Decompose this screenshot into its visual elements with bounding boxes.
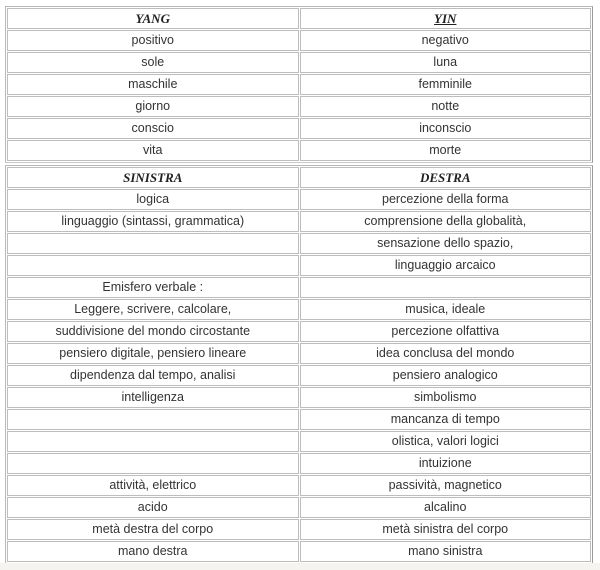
cell-sinistra: Emisfero verbale : <box>7 277 299 298</box>
table-row <box>7 255 591 276</box>
cell-destra: pensiero analogico <box>300 365 592 386</box>
cell-sinistra: mano destra <box>7 541 299 562</box>
cell-sinistra <box>7 409 299 430</box>
cell-sinistra: dipendenza dal tempo, analisi <box>7 365 299 386</box>
table-row <box>7 189 591 210</box>
column-header-destra: DESTRA <box>300 167 592 188</box>
cell-destra: olistica, valori logici <box>300 431 592 452</box>
cell-destra <box>300 277 592 298</box>
page-bottom-edge <box>0 563 600 570</box>
table-row <box>7 118 591 139</box>
table-row <box>7 497 591 518</box>
cell-destra: idea conclusa del mondo <box>300 343 592 364</box>
cell-yang: conscio <box>7 118 299 139</box>
cell-destra: intuizione <box>300 453 592 474</box>
cell-destra: sensazione dello spazio, <box>300 233 592 254</box>
table-row <box>7 387 591 408</box>
table-row <box>7 519 591 540</box>
table-row <box>7 211 591 232</box>
comparison-tables <box>5 6 593 564</box>
table-row <box>7 365 591 386</box>
column-header-sinistra: SINISTRA <box>7 167 299 188</box>
cell-yang: giorno <box>7 96 299 117</box>
cell-sinistra: logica <box>7 189 299 210</box>
table-row <box>7 74 591 95</box>
cell-destra: linguaggio arcaico <box>300 255 592 276</box>
table-row <box>7 52 591 73</box>
column-header-yang: YANG <box>7 8 299 29</box>
table-row <box>7 96 591 117</box>
cell-sinistra: acido <box>7 497 299 518</box>
cell-destra: mancanza di tempo <box>300 409 592 430</box>
table-row <box>7 409 591 430</box>
cell-sinistra: attività, elettrico <box>7 475 299 496</box>
cell-destra: metà sinistra del corpo <box>300 519 592 540</box>
cell-destra: percezione olfattiva <box>300 321 592 342</box>
cell-yin: luna <box>300 52 592 73</box>
table-row <box>7 453 591 474</box>
cell-sinistra <box>7 233 299 254</box>
cell-destra: percezione della forma <box>300 189 592 210</box>
table-row <box>7 431 591 452</box>
cell-yang: vita <box>7 140 299 161</box>
table-row <box>7 541 591 562</box>
cell-sinistra: suddivisione del mondo circostante <box>7 321 299 342</box>
cell-sinistra <box>7 431 299 452</box>
cell-sinistra: pensiero digitale, pensiero lineare <box>7 343 299 364</box>
cell-sinistra: metà destra del corpo <box>7 519 299 540</box>
cell-yin: morte <box>300 140 592 161</box>
cell-destra: comprensione della globalità, <box>300 211 592 232</box>
table-row <box>7 140 591 161</box>
table-header-row <box>7 8 591 29</box>
cell-yang: sole <box>7 52 299 73</box>
cell-sinistra: linguaggio (sintassi, grammatica) <box>7 211 299 232</box>
cell-destra: simbolismo <box>300 387 592 408</box>
cell-destra: mano sinistra <box>300 541 592 562</box>
table-row <box>7 343 591 364</box>
cell-sinistra <box>7 255 299 276</box>
table-row <box>7 30 591 51</box>
cell-sinistra: intelligenza <box>7 387 299 408</box>
cell-sinistra <box>7 453 299 474</box>
cell-yin: inconscio <box>300 118 592 139</box>
cell-yang: maschile <box>7 74 299 95</box>
cell-yang: positivo <box>7 30 299 51</box>
cell-sinistra: Leggere, scrivere, calcolare, <box>7 299 299 320</box>
cell-yin: notte <box>300 96 592 117</box>
table-row <box>7 277 591 298</box>
cell-destra: alcalino <box>300 497 592 518</box>
table-row <box>7 233 591 254</box>
table-row <box>7 321 591 342</box>
yang-yin-table <box>5 6 593 163</box>
cell-yin: negativo <box>300 30 592 51</box>
sinistra-destra-table <box>5 165 593 564</box>
cell-yin: femminile <box>300 74 592 95</box>
cell-destra: passività, magnetico <box>300 475 592 496</box>
cell-destra: musica, ideale <box>300 299 592 320</box>
table-row <box>7 299 591 320</box>
table-header-row <box>7 167 591 188</box>
column-header-yin: YIN <box>300 8 592 29</box>
table-row <box>7 475 591 496</box>
